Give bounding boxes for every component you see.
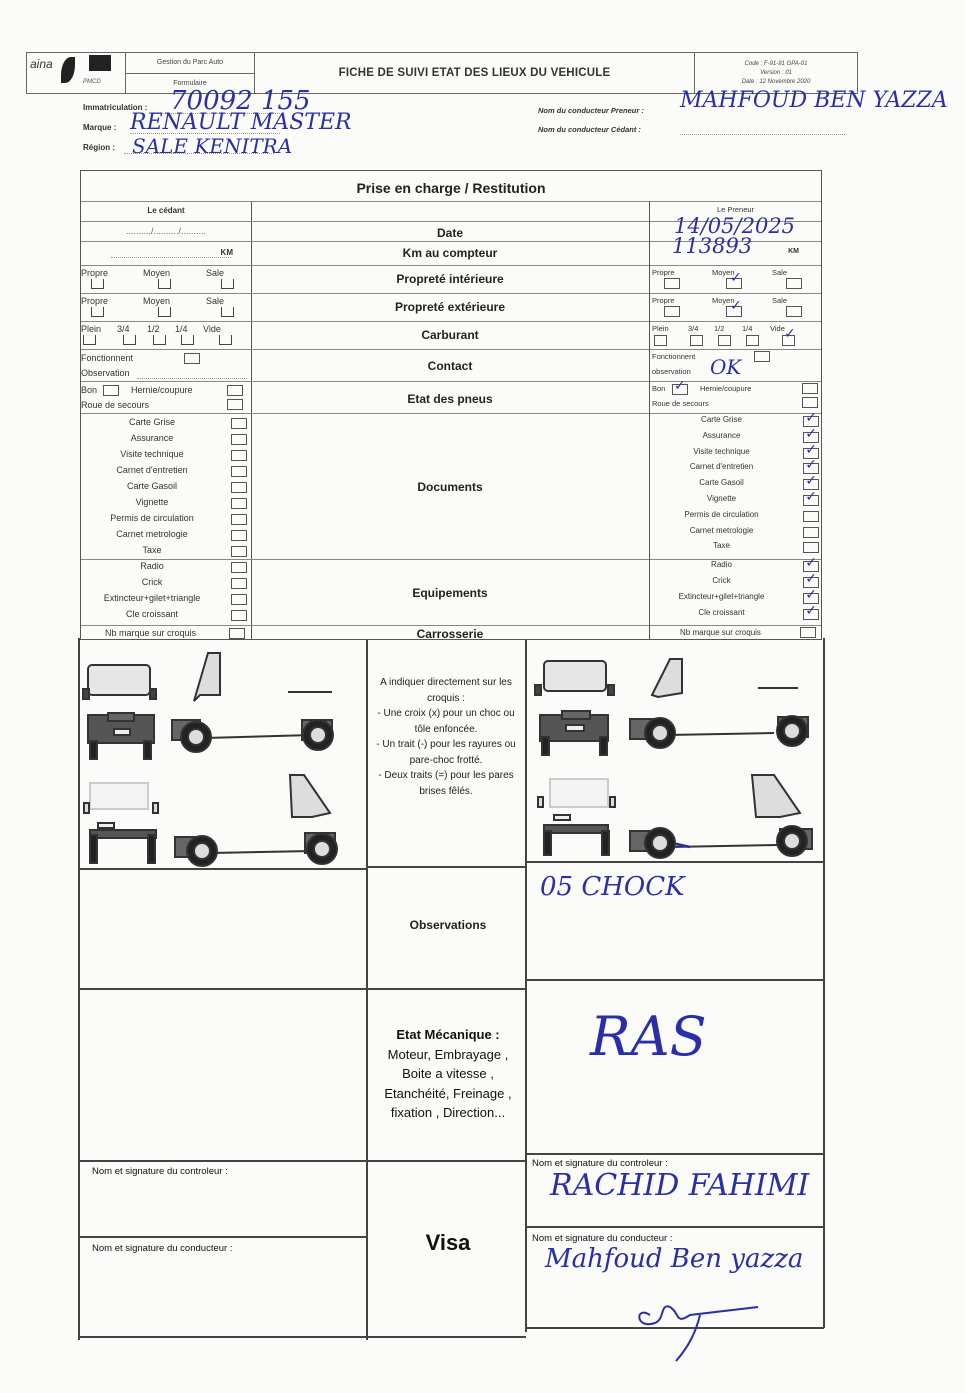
mecanique-value[interactable]: RAS xyxy=(590,1005,707,1068)
criteria-pneus: Etat des pneus xyxy=(407,392,493,406)
conducteur-cedant-label: Nom du conducteur Cédant : xyxy=(538,125,641,134)
grid-border-right xyxy=(823,638,825,1328)
signature-scribble xyxy=(630,1285,770,1365)
criteria-km-row xyxy=(251,241,649,265)
logo-text: aina xyxy=(30,57,53,71)
mecanique-line: Etanchéité, Freinage , xyxy=(384,1085,512,1101)
checkmark-icon: ✓ xyxy=(805,555,817,571)
checkbox-moyen[interactable] xyxy=(158,279,171,289)
preneur-item-label: Carnet d'entretien xyxy=(689,462,754,472)
cedant-item-checkbox[interactable] xyxy=(231,610,247,621)
observations-value[interactable]: 05 CHOCK xyxy=(540,872,685,902)
cedant-item-checkbox[interactable] xyxy=(231,498,247,509)
pneus-roue-label: Roue de secours xyxy=(652,399,709,408)
cedant-date-field[interactable]: ........../........../.......... xyxy=(125,226,206,236)
preneur-item-label: Assurance xyxy=(702,430,741,440)
criteria-km: Km au compteur xyxy=(402,246,498,260)
cedant-documents-row xyxy=(81,413,251,559)
cedant-item-checkbox[interactable] xyxy=(231,482,247,493)
criteria-date-row xyxy=(251,221,649,241)
checkbox-1-4[interactable] xyxy=(181,335,194,345)
cedant-km-row[interactable] xyxy=(81,241,251,265)
checkmark-icon: ✓ xyxy=(805,457,817,474)
preneur-pneus-row xyxy=(650,378,821,413)
grid-row-line xyxy=(526,979,824,981)
observation-label: Observation xyxy=(81,368,130,378)
cedant-item-label: Carte Grise xyxy=(128,417,175,427)
checkmark-icon: ✓ xyxy=(805,489,817,505)
cedant-item-label: Carnet d'entretien xyxy=(116,465,188,475)
cedant-item-label: Carnet metrologie xyxy=(116,529,188,539)
instruction-line: - Une croix (x) pour un choc ou tôle enfoncée. xyxy=(377,708,515,735)
preneur-item-checkbox[interactable] xyxy=(803,542,819,553)
criteria-carburant-row xyxy=(251,321,649,349)
preneur-proprete-int-row xyxy=(650,265,821,293)
checkbox-pneus-roue[interactable] xyxy=(802,397,818,408)
brand-square-icon xyxy=(89,55,111,71)
van-front-view xyxy=(535,661,614,755)
cedant-carrosserie-row xyxy=(81,625,251,639)
cedant-item-checkbox[interactable] xyxy=(231,562,247,573)
cedant-km-line[interactable] xyxy=(111,257,231,258)
pneus-hernie-label: Hernie/coupure xyxy=(131,385,193,395)
van-side-view-left xyxy=(175,775,337,866)
checkbox-sale[interactable] xyxy=(221,279,234,289)
form-code-box xyxy=(694,53,857,93)
option-propre: Propre xyxy=(652,268,675,277)
grid-row-line xyxy=(80,1336,526,1338)
van-rear-view xyxy=(84,783,158,863)
checkbox-fonctionnement[interactable] xyxy=(754,351,770,362)
option-propre: Propre xyxy=(81,296,109,306)
preneur-item-label: Crick xyxy=(712,576,731,585)
form-title: FICHE DE SUIVI ETAT DES LIEUX DU VEHICULE xyxy=(338,67,611,79)
option-plein: Plein xyxy=(652,324,669,333)
preneur-item-label: Cle croissant xyxy=(698,608,745,617)
van-diagram-preneur[interactable] xyxy=(530,645,822,859)
preneur-contact-row xyxy=(650,349,821,381)
option-1-2: 1/2 xyxy=(714,324,725,333)
form-code: Code : F-91-91 GPA-01 xyxy=(744,60,808,67)
mecanique-cedant-field[interactable] xyxy=(82,990,364,1158)
van-front-view xyxy=(83,665,156,759)
option-3-4: 3/4 xyxy=(688,324,699,333)
criteria-documents: Documents xyxy=(417,480,483,494)
checkbox-pneus-hernie[interactable] xyxy=(227,385,243,396)
option-1-2: 1/2 xyxy=(147,324,160,334)
grid-divider-2 xyxy=(525,640,527,1332)
preneur-item-label: Carte Grise xyxy=(701,415,742,424)
checkbox-sale[interactable] xyxy=(786,306,802,317)
option-moyen: Moyen xyxy=(712,296,735,305)
cedant-item-label: Radio xyxy=(140,561,164,571)
checkbox-vide[interactable] xyxy=(219,335,232,345)
cedant-item-label: Visite technique xyxy=(120,449,184,459)
cedant-item-checkbox[interactable] xyxy=(231,530,247,541)
pneus-bon-label: Bon xyxy=(652,384,666,393)
cedant-header-row xyxy=(81,201,251,221)
checkbox-fonctionnement[interactable] xyxy=(184,353,200,364)
marque-label: Marque : xyxy=(83,123,117,132)
region-label: Région : xyxy=(83,143,115,152)
preneur-item-label: Permis de circulation xyxy=(684,509,759,519)
option-moyen: Moyen xyxy=(143,268,171,278)
criteria-contact: Contact xyxy=(427,359,473,373)
van-side-view-right xyxy=(172,653,333,752)
form-version: Version : 01 xyxy=(760,69,792,76)
form-date: Date : 12 Novembre 2020 xyxy=(741,78,811,85)
preneur-item-label: Carte Gasoil xyxy=(699,478,744,488)
region-value[interactable]: SALE KENITRA xyxy=(132,134,293,158)
checkmark-icon: ✓ xyxy=(805,571,817,587)
leaf-icon xyxy=(61,57,75,83)
checkbox-propre[interactable] xyxy=(664,306,680,317)
checkbox-nb-marque[interactable] xyxy=(800,627,816,638)
pneus-bon-label: Bon xyxy=(81,385,98,395)
checkbox-propre[interactable] xyxy=(91,307,104,317)
visa-label: Visa xyxy=(425,1230,471,1255)
preneur-documents-row xyxy=(650,410,821,559)
controleur-signature[interactable]: RACHID FAHIMI xyxy=(550,1168,810,1203)
criteria-date: Date xyxy=(436,226,463,240)
checkmark-icon: ✓ xyxy=(805,410,817,426)
preneur-item-checkbox[interactable] xyxy=(803,527,819,538)
cedant-carburant-row xyxy=(81,321,251,349)
criteria-equipements: Equipements xyxy=(412,586,488,600)
controleur-label-left: Nom et signature du controleur : xyxy=(92,1166,228,1177)
preneur-km-unit: KM xyxy=(788,248,799,255)
fonctionnement-label: Fonctionnent xyxy=(652,352,696,361)
checkbox-1-4[interactable] xyxy=(746,335,759,346)
mecanique-line: Moteur, Embrayage , xyxy=(387,1046,509,1062)
van-diagram-cedant[interactable] xyxy=(80,645,364,867)
checkbox-plein[interactable] xyxy=(654,335,667,346)
van-side-view-right xyxy=(630,659,808,748)
cedant-item-label: Cle croissant xyxy=(125,609,179,619)
grid-row-line xyxy=(526,1226,824,1228)
preneur-carrosserie-row xyxy=(650,625,821,639)
checkbox-sale[interactable] xyxy=(221,307,234,317)
instruction-line: - Deux traits (=) pour les pares brises fêlés. xyxy=(378,770,514,797)
option-sale: Sale xyxy=(206,268,225,278)
checkbox-nb-marque[interactable] xyxy=(229,628,245,639)
checkbox-3-4[interactable] xyxy=(123,335,136,345)
criteria-proprete-ext-row xyxy=(251,293,649,321)
cedant-item-label: Taxe xyxy=(142,545,162,555)
preneur-item-label: Vignette xyxy=(706,494,737,503)
criteria-proprete-int: Propreté intérieure xyxy=(396,272,504,286)
preneur-item-checkbox[interactable] xyxy=(803,511,819,522)
preneur-item-label: Taxe xyxy=(713,541,730,551)
cedant-item-checkbox[interactable] xyxy=(231,546,247,557)
preneur-item-label: Visite technique xyxy=(693,446,750,456)
preneur-km-value[interactable]: 113893 xyxy=(672,234,753,258)
immatriculation-value[interactable]: 70092 155 xyxy=(170,86,311,116)
instruction-line: A indiquer directement sur les croquis : xyxy=(380,677,512,704)
cedant-item-checkbox[interactable] xyxy=(231,578,247,589)
preneur-date-value[interactable]: 14/05/2025 xyxy=(674,214,796,238)
criteria-documents-row xyxy=(251,413,649,559)
table-caption: Prise en charge / Restitution xyxy=(356,180,546,196)
observations-label: Observations xyxy=(409,918,487,932)
criteria-carrosserie: Carrosserie xyxy=(416,627,484,641)
conducteur-preneur-label: Nom du conducteur Preneur : xyxy=(538,106,644,115)
etat-mecanique-label xyxy=(370,1025,526,1123)
criteria-pneus-row xyxy=(251,381,649,413)
option-sale: Sale xyxy=(206,296,225,306)
cedant-item-checkbox[interactable] xyxy=(231,450,247,461)
option-vide: Vide xyxy=(203,324,221,334)
preneur-column xyxy=(649,201,821,639)
checkmark-icon: ✓ xyxy=(730,270,742,286)
logo-subtext: PMCD xyxy=(83,79,101,85)
checkbox-propre[interactable] xyxy=(664,278,680,289)
grid-row-line xyxy=(366,866,526,868)
option-moyen: Moyen xyxy=(143,296,171,306)
cedant-equipements-row xyxy=(81,559,251,625)
cedant-proprete-ext-row xyxy=(81,293,251,321)
cedant-item-checkbox[interactable] xyxy=(231,594,247,605)
cedant-item-label: Crick xyxy=(141,577,163,587)
option-sale: Sale xyxy=(772,268,788,277)
cedant-contact-row xyxy=(81,349,251,381)
cedant-km-unit: KM xyxy=(220,248,233,257)
checkmark-icon: ✓ xyxy=(730,298,742,314)
checkmark-icon: ✓ xyxy=(674,378,686,394)
preneur-item-label: Extincteur+gilet+triangle xyxy=(678,592,765,601)
criteria-column xyxy=(251,201,649,639)
preneur-item-label: Carnet metrologie xyxy=(689,525,754,535)
preneur-proprete-ext-row xyxy=(650,293,821,321)
contact-observation-value[interactable]: OK xyxy=(710,355,742,379)
option-propre: Propre xyxy=(652,296,675,305)
observation-label: observation xyxy=(652,367,691,376)
cedant-header: Le cédant xyxy=(147,206,185,215)
option-3-4: 3/4 xyxy=(117,324,130,334)
grid-row-line xyxy=(80,1236,366,1238)
etat-mecanique-title: Etat Mécanique : xyxy=(396,1027,500,1042)
preneur-carburant-row xyxy=(650,321,821,349)
conducteur-preneur-value[interactable]: MAHFOUD BEN YAZZA xyxy=(680,88,948,113)
van-side-view-left xyxy=(630,775,812,858)
checkbox-pneus-bon[interactable] xyxy=(103,385,119,396)
marque-value[interactable]: RENAULT MASTER xyxy=(130,110,352,135)
preneur-equipements-row xyxy=(650,555,821,625)
criteria-carburant: Carburant xyxy=(421,328,479,342)
grid-row-line xyxy=(526,861,824,863)
pneus-roue-label: Roue de secours xyxy=(81,400,150,410)
cedant-item-label: Vignette xyxy=(135,497,169,507)
criteria-proprete-int-row xyxy=(251,265,649,293)
cedant-item-checkbox[interactable] xyxy=(231,514,247,525)
checkbox-propre[interactable] xyxy=(91,279,104,289)
cedant-item-checkbox[interactable] xyxy=(231,466,247,477)
preneur-km-row[interactable] xyxy=(650,234,821,265)
option-sale: Sale xyxy=(772,296,788,305)
mecanique-line: Boite a vitesse , xyxy=(402,1066,494,1081)
cedant-item-checkbox[interactable] xyxy=(231,434,247,445)
cedant-item-label: Assurance xyxy=(130,433,174,443)
checkbox-3-4[interactable] xyxy=(690,335,703,346)
checkbox-sale[interactable] xyxy=(786,278,802,289)
criteria-contact-row xyxy=(251,349,649,381)
option-1-4: 1/4 xyxy=(175,324,188,334)
checkbox-1-2[interactable] xyxy=(718,335,731,346)
criteria-header-row xyxy=(251,201,649,221)
option-plein: Plein xyxy=(81,324,102,334)
department-label: Gestion du Parc Auto xyxy=(126,53,254,74)
cedant-item-label: Extincteur+gilet+triangle xyxy=(103,593,201,603)
cedant-proprete-int-row xyxy=(81,265,251,293)
doc-type-label: Formulaire xyxy=(173,79,207,87)
checkmark-icon: ✓ xyxy=(784,326,796,342)
cedant-pneus-row xyxy=(81,381,251,413)
conducteur-label-right: Nom et signature du conducteur : xyxy=(532,1233,673,1244)
grid-row-line xyxy=(80,1160,526,1162)
checkmark-icon: ✓ xyxy=(805,441,817,458)
checkmark-icon: ✓ xyxy=(805,473,817,490)
checkbox-1-2[interactable] xyxy=(153,335,166,345)
nb-marque-label: Nb marque sur croquis xyxy=(105,628,197,638)
cedant-item-checkbox[interactable] xyxy=(231,418,247,429)
instruction-line: - Un trait (-) pour les rayures ou pare-choc frotté. xyxy=(376,739,516,766)
cedant-item-label: Permis de circulation xyxy=(110,513,194,523)
option-propre: Propre xyxy=(81,268,109,278)
checkbox-plein[interactable] xyxy=(83,335,96,345)
conducteur-signature[interactable]: Mahfoud Ben yazza xyxy=(545,1244,804,1274)
option-1-4: 1/4 xyxy=(742,324,753,333)
cedant-date-row[interactable] xyxy=(81,221,251,241)
conducteur-label-left: Nom et signature du conducteur : xyxy=(92,1243,233,1254)
cedant-item-label: Carte Gasoil xyxy=(126,481,178,491)
checkmark-icon: ✓ xyxy=(805,603,817,619)
croquis-instructions xyxy=(369,675,523,799)
option-moyen: Moyen xyxy=(712,268,735,277)
preneur-header: Le Preneur xyxy=(716,205,755,214)
observation-line[interactable] xyxy=(137,378,247,379)
preneur-item-label: Radio xyxy=(711,560,732,569)
controleur-label-right: Nom et signature du controleur : xyxy=(532,1158,668,1169)
pneus-hernie-label: Hernie/coupure xyxy=(700,384,752,393)
option-vide: Vide xyxy=(770,324,785,333)
van-rear-view xyxy=(538,779,615,855)
inspection-table xyxy=(80,170,822,640)
checkbox-pneus-hernie[interactable] xyxy=(802,383,818,394)
mecanique-line: fixation , Direction... xyxy=(390,1105,506,1120)
grid-row-line xyxy=(526,1153,824,1155)
fonctionnement-label: Fonctionnent xyxy=(81,353,134,363)
nb-marque-label: Nb marque sur croquis xyxy=(680,628,761,637)
grid-divider-1 xyxy=(366,640,368,1340)
criteria-carrosserie-row xyxy=(251,625,649,639)
conducteur-cedant-line[interactable] xyxy=(680,134,845,135)
checkmark-icon: ✓ xyxy=(805,587,817,603)
immatriculation-label: Immatriculation : xyxy=(83,103,148,112)
checkbox-pneus-roue[interactable] xyxy=(227,399,243,410)
criteria-proprete-ext: Propreté extérieure xyxy=(394,300,506,314)
checkbox-moyen[interactable] xyxy=(158,307,171,317)
company-logo xyxy=(27,53,126,93)
observations-cedant-field[interactable] xyxy=(82,870,364,986)
checkmark-icon: ✓ xyxy=(805,425,817,442)
criteria-equipements-row xyxy=(251,559,649,625)
cedant-column xyxy=(81,201,252,639)
